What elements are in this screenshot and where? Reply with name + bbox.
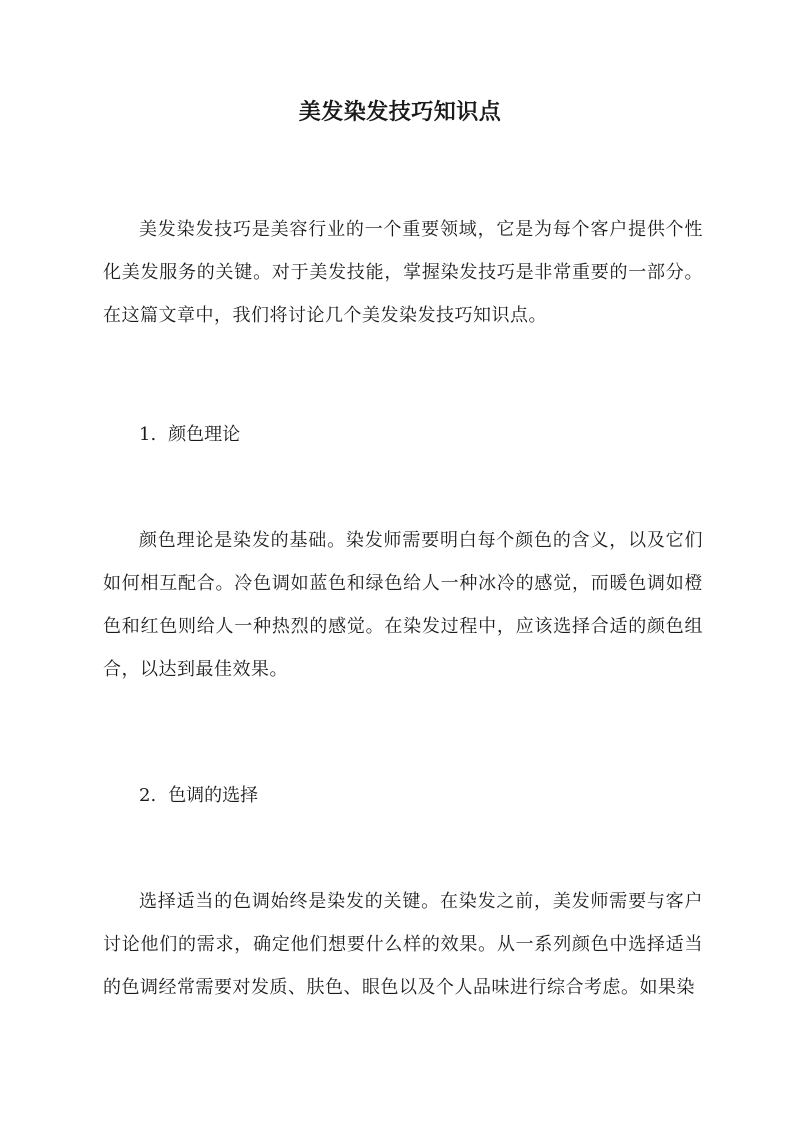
section-heading-2 [139, 781, 258, 811]
section-heading-1 [139, 420, 240, 450]
section-paragraph-2: 选择适当的色调始终是染发的关键。在染发之前，美发师需要与客户讨论他们的需求，确定他们想要什么样的效果。从一系列颜色中选择适当的色调经常需要对发质、肤色、眼色以及个人品味进行综合考虑。如果染 [103, 891, 703, 998]
section-paragraph-1: 颜色理论是染发的基础。染发师需要明白每个颜色的含义，以及它们如何相互配合。冷色调如蓝色和绿色给人一种冰冷的感觉，而暖色调如橙色和红色则给人一种热烈的感觉。在染发过程中，应该选择合适的颜色组合，以达到最佳效果。 [103, 530, 703, 680]
section-number: 1. [139, 424, 157, 445]
document-title: 美发染发技巧知识点 [298, 99, 502, 125]
intro-paragraph: 美发染发技巧是美容行业的一个重要领域，它是为每个客户提供个性化美发服务的关键。对于美发技能，掌握染发技巧是非常重要的一部分。在这篇文章中，我们将讨论几个美发染发技巧知识点。 [103, 219, 703, 326]
section-number: 2. [139, 785, 157, 806]
section-title: 颜色理论 [168, 424, 241, 445]
section-title: 色调的选择 [168, 785, 259, 806]
